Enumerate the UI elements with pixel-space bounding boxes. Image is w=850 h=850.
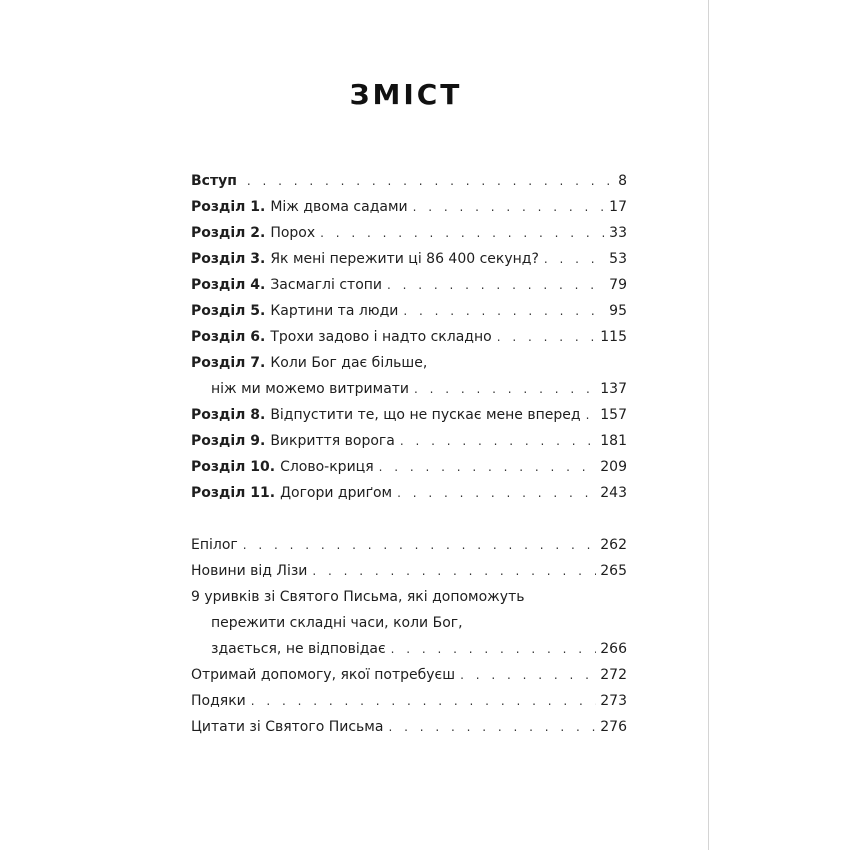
entry-title: 9 уривків зі Святого Письма, які допоможуть (191, 589, 525, 605)
page-number: 209 (600, 459, 627, 475)
chapter-label: Розділ 9. (191, 433, 266, 449)
page-number: 265 (600, 563, 627, 579)
page-number: 181 (600, 433, 627, 449)
dot-leader (312, 558, 596, 584)
toc-title: ЗМІСТ (349, 78, 463, 111)
page-number: 157 (600, 407, 627, 423)
entry-title-continued: здається, не відповідає (211, 641, 386, 657)
toc-entry-scripture-passages[interactable] (191, 584, 627, 662)
dot-leader (251, 688, 597, 714)
toc-entry-chapter-11[interactable] (191, 480, 627, 506)
toc-entry-chapter-9[interactable] (191, 428, 627, 454)
toc-entry-intro[interactable] (191, 168, 627, 194)
dot-leader (391, 636, 597, 662)
entry-title-continued: пережити складні часи, коли Бог, (211, 615, 463, 631)
page-number: 272 (600, 667, 627, 683)
chapter-label: Розділ 8. (191, 407, 266, 423)
toc-entry-news[interactable] (191, 558, 627, 584)
page-number: 53 (609, 251, 627, 267)
dot-leader (497, 324, 597, 350)
entry-title: Цитати зі Святого Письма (191, 719, 384, 735)
dot-leader (247, 168, 614, 194)
toc-entry-chapter-8[interactable] (191, 402, 627, 428)
page-number: 17 (609, 199, 627, 215)
toc-entry-epilogue[interactable] (191, 532, 627, 558)
chapter-label: Розділ 3. (191, 251, 266, 267)
toc-entry-chapter-2[interactable] (191, 220, 627, 246)
toc-entry-chapter-5[interactable] (191, 298, 627, 324)
toc-entry-scripture-quotes[interactable] (191, 714, 627, 740)
dot-leader (388, 714, 596, 740)
chapter-label: Розділ 4. (191, 277, 266, 293)
page-number: 243 (600, 485, 627, 501)
chapter-title: Картини та люди (270, 303, 399, 319)
table-of-contents (191, 168, 627, 740)
toc-entry-acknowledgements[interactable] (191, 688, 627, 714)
page-number: 115 (600, 329, 627, 345)
chapter-label: Розділ 7. (191, 355, 266, 371)
chapter-title: Коли Бог дає більше, (270, 355, 428, 371)
chapter-label: Розділ 11. (191, 485, 276, 501)
dot-leader (403, 298, 605, 324)
page-number: 8 (618, 173, 627, 189)
section-gap (191, 506, 627, 532)
entry-title: Отримай допомогу, якої потребуєш (191, 667, 456, 683)
dot-leader (397, 480, 596, 506)
entry-title: Новини від Лізи (191, 563, 308, 579)
toc-entry-chapter-3[interactable] (191, 246, 627, 272)
entry-title: Епілог (191, 537, 238, 553)
dot-leader (387, 272, 605, 298)
dot-leader (414, 376, 596, 402)
chapter-label: Розділ 1. (191, 199, 266, 215)
chapter-title: Між двома садами (270, 199, 408, 215)
dot-leader (544, 246, 605, 272)
page-edge-line (708, 0, 709, 850)
toc-entry-chapter-7[interactable] (191, 350, 627, 402)
entry-label: Вступ (191, 173, 237, 189)
dot-leader (586, 402, 597, 428)
toc-entry-chapter-4[interactable] (191, 272, 627, 298)
toc-entry-get-help[interactable] (191, 662, 627, 688)
chapter-title: Відпустити те, що не пускає мене вперед (270, 407, 581, 423)
chapter-label: Розділ 2. (191, 225, 266, 241)
chapter-label: Розділ 10. (191, 459, 276, 475)
toc-entry-chapter-1[interactable] (191, 194, 627, 220)
dot-leader (243, 532, 597, 558)
chapter-label: Розділ 5. (191, 303, 266, 319)
chapter-title: Викриття ворога (270, 433, 395, 449)
dot-leader (320, 220, 605, 246)
toc-entry-chapter-10[interactable] (191, 454, 627, 480)
chapter-title: Порох (270, 225, 316, 241)
chapter-title: Як мені пережити ці 86 400 секунд? (270, 251, 539, 267)
chapter-title: Догори дриґом (280, 485, 393, 501)
toc-entry-chapter-6[interactable] (191, 324, 627, 350)
page-number: 95 (609, 303, 627, 319)
chapter-title: Засмаглі стопи (270, 277, 383, 293)
dot-leader (413, 194, 606, 220)
page-number: 276 (600, 719, 627, 735)
page-number: 262 (600, 537, 627, 553)
page-number: 266 (600, 641, 627, 657)
chapter-title: Трохи задово і надто складно (270, 329, 492, 345)
dot-leader (400, 428, 596, 454)
dot-leader (379, 454, 597, 480)
page-number: 137 (600, 381, 627, 397)
page-number: 33 (609, 225, 627, 241)
chapter-title-continued: ніж ми можемо витримати (211, 381, 410, 397)
page-number: 79 (609, 277, 627, 293)
chapter-title: Слово-криця (280, 459, 374, 475)
page-number: 273 (600, 693, 627, 709)
chapter-label: Розділ 6. (191, 329, 266, 345)
entry-title: Подяки (191, 693, 246, 709)
dot-leader (460, 662, 596, 688)
